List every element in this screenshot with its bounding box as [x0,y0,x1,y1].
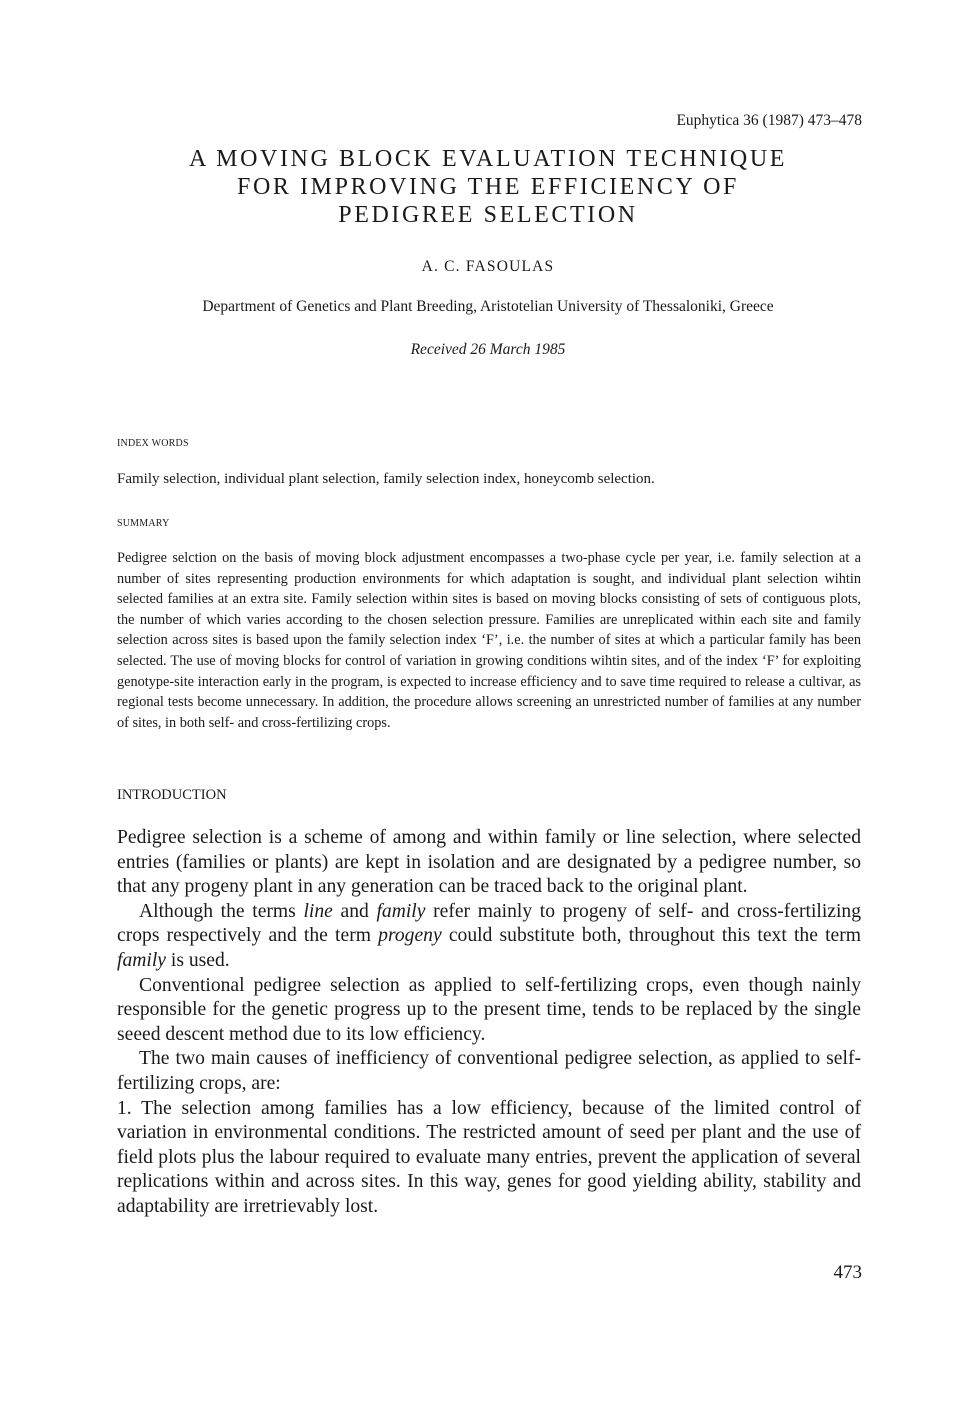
intro-paragraph-4: The two main causes of inefficiency of conventional pedigree selection, as applied to self-fertilizing crops, are: [117,1048,861,1094]
intro-paragraph-3: Conventional pedigree selection as applied to self-fertilizing crops, even though nainly responsible for the genetic progress up to the present time, tends to be replaced by the single seeed descent method due to its low efficiency. [117,974,861,1045]
paper-title [110,145,866,229]
index-words-heading: INDEX WORDS [117,438,189,449]
title-line-2: FOR IMPROVING THE EFFICIENCY OF [237,174,739,200]
author-affiliation: Department of Genetics and Plant Breeding, Aristotelian University of Thessaloniki, Greece [202,298,774,315]
term-line: line [303,900,333,922]
term-family: family [376,900,426,922]
summary-heading: SUMMARY [117,518,170,529]
term-family-2: family [117,949,166,971]
term-progeny: progeny [378,925,442,947]
title-line-3: PEDIGREE SELECTION [338,202,638,228]
author-name: A. C. FASOULAS [421,258,555,275]
intro-paragraph-5: 1. The selection among families has a low efficiency, because of the limited control of variation in environmental conditions. The restricted amount of seed per plant and the use of field plots plus the labour required to evaluate many entries, prevent the application of several replications within and across sites. In this way, genes for good yielding ability, stability and adaptability are irretrievably lost. [117,1097,861,1217]
introduction-body [117,826,861,1220]
summary-text: Pedigree selction on the basis of moving block adjustment encompasses a two-phase cycle per year, i.e. family selection at a number of sites representing production environments for which adaptation is sought, and individual plant selection wihtin selected families at an extra site. Family selection within sites is based on moving blocks consisting of sets of contiguous plots, the number of which varies according to the chosen selection pressure. Families are unreplicated within each site and family selection across sites is based upon the family selection index ‘F’, i.e. the number of sites at which a particular family has been selected. The use of moving blocks for control of variation in growing conditions wihtin sites, and of the index ‘F’ for exploiting genotype-site interaction early in the program, is expected to increase efficiency and to save time required to release a cultivar, as regional tests become unnecessary. In addition, the procedure allows screening an unrestricted number of families at any number of sites, in both self- and cross-fertilizing crops. [117,550,861,731]
introduction-heading: INTRODUCTION [117,787,227,803]
page-number: 473 [833,1262,862,1283]
intro-paragraph-1: Pedigree selection is a scheme of among and within family or line selection, where selected entries (families or plants) are kept in isolation and are designated by a pedigree number, so that any progeny plant in any generation can be traced back to the original plant. [117,827,861,898]
title-line-1: A MOVING BLOCK EVALUATION TECHNIQUE [188,146,788,172]
journal-reference: Euphytica 36 (1987) 473–478 [676,112,862,129]
index-words-text: Family selection, individual plant selection, family selection index, honeycomb selection. [117,471,655,487]
intro-paragraph-2: Although the terms line and family refer mainly to progeny of self- and cross-fertilizing crops respectively and the term progeny could substitute both, throughout this text the term family is used. [117,900,862,971]
received-date: Received 26 March 1985 [410,341,566,358]
